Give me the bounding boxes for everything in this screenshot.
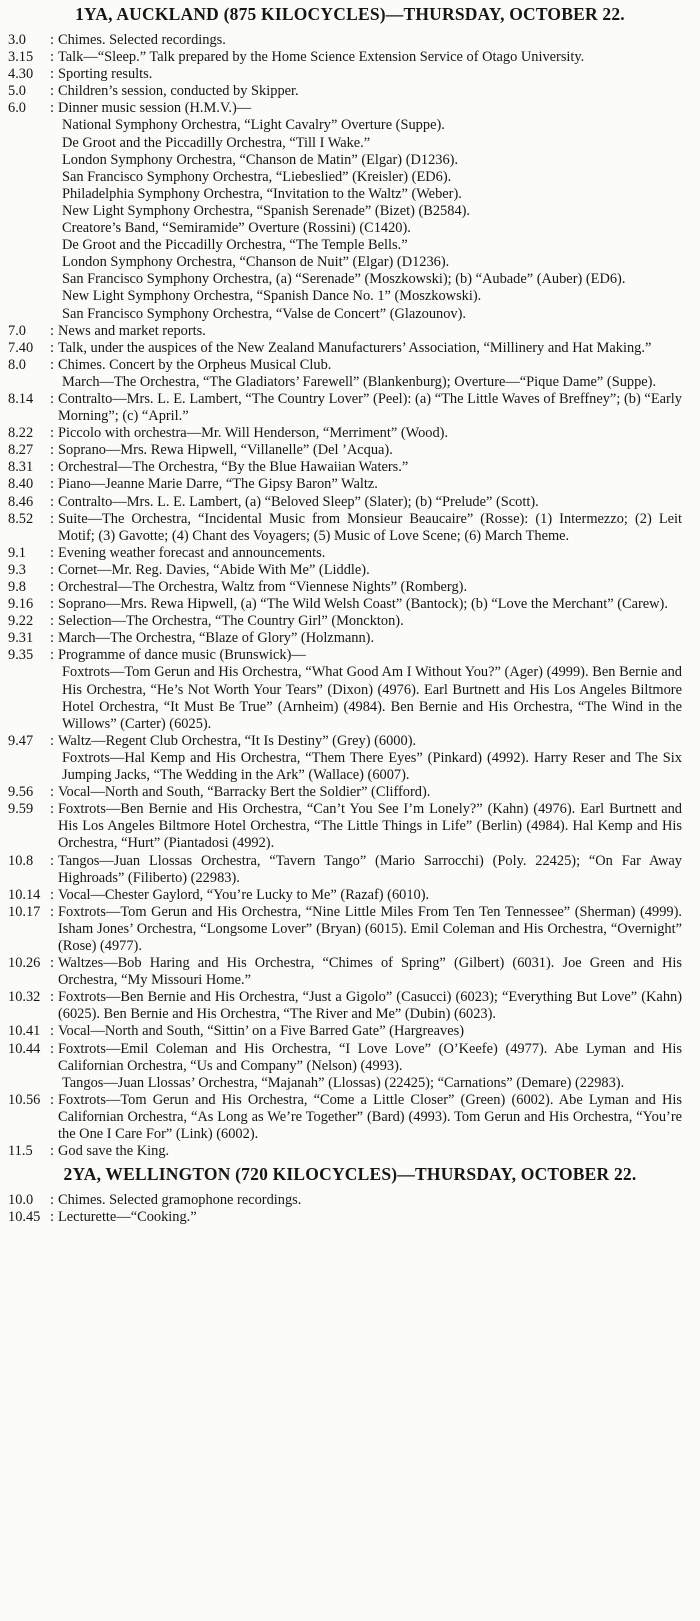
entry-body xyxy=(58,801,682,852)
entry-time: 9.3 xyxy=(8,561,26,578)
programme-entry xyxy=(0,596,700,613)
programme-entry xyxy=(0,853,700,887)
station-heading-auckland: 1YA, AUCKLAND (875 KILOCYCLES)—THURSDAY, OCTOBER 22. xyxy=(75,4,625,24)
entry-text: Selection—The Orchestra, “The Country Girl” (Monckton). xyxy=(58,613,404,630)
programme-entry xyxy=(0,511,700,545)
programme-entry xyxy=(0,49,700,66)
time-separator: : xyxy=(50,1040,54,1057)
entry-text: Contralto—Mrs. L. E. Lambert, (a) “Beloved Sleep” (Slater); (b) “Prelude” (Scott). xyxy=(58,493,539,510)
entry-time: 9.47 xyxy=(8,732,34,749)
entry-time: 10.44 xyxy=(8,1040,41,1057)
entry-body xyxy=(58,630,682,647)
entry-text: Soprano—Mrs. Rewa Hipwell, “Villanelle” (Del ’Acqua). xyxy=(58,442,393,459)
entry-text: Contralto—Mrs. L. E. Lambert, “The Country Lover” (Peel): (a) “The Little Waves of Breffney”; (b) “Early Morning”; (c) “April.” xyxy=(58,390,682,425)
entry-time: 9.22 xyxy=(8,613,34,630)
entry-subitems: March—The Orchestra, “The Gladiators’ Farewell” (Blankenburg); Overture—“Pique Dame” (Suppe). xyxy=(62,373,657,390)
entry-time: 3.0 xyxy=(8,32,26,48)
entry-text: Foxtrots—Ben Bernie and His Orchestra, “Just a Gigolo” (Casucci) (6023); “Everything But Love” (Kahn) (6025). Ben Bernie and His Orchestra, “The River and Me” (Dubin) (6023). xyxy=(58,989,682,1023)
station-heading-wellington: 2YA, WELLINGTON (720 KILOCYCLES)—THURSDAY, OCTOBER 22. xyxy=(63,1164,637,1185)
entry-text: Soprano—Mrs. Rewa Hipwell, (a) “The Wild Welsh Coast” (Bantock); (b) “Love the Merchant” (Carew). xyxy=(58,596,668,613)
time-separator: : xyxy=(50,356,54,373)
entry-time: 8.40 xyxy=(8,476,34,493)
programme-entry xyxy=(0,801,700,852)
programme-entry xyxy=(0,476,700,493)
entry-time: 9.16 xyxy=(8,596,34,613)
entry-body xyxy=(58,83,682,100)
time-separator: : xyxy=(50,903,54,920)
entry-text: News and market reports. xyxy=(58,322,206,339)
entry-text: Dinner music session (H.M.V.)— xyxy=(58,100,252,117)
entry-body xyxy=(58,784,682,801)
time-separator: : xyxy=(50,493,54,510)
entry-time: 7.0 xyxy=(8,322,26,339)
entry-body xyxy=(58,340,682,357)
programme-entry xyxy=(0,1143,700,1160)
entry-subitems: Tangos—Juan Llossas’ Orchestra, “Majanah” (Llossas) (22425); “Carnations” (Demare) (22983). xyxy=(62,1074,625,1091)
entry-time: 6.0 xyxy=(8,100,26,117)
programme-entry xyxy=(0,100,700,322)
entry-text: Suite—The Orchestra, “Incidental Music from Monsieur Beaucaire” (Rosse): (1) Intermezzo; (2) Leit Motif; (3) Gavotte; (4) Chant des Voyagers; (5) Music of Love Scene; (6) March Theme. xyxy=(58,510,682,544)
programme-entry xyxy=(0,647,700,732)
entry-text: God save the King. xyxy=(58,1143,170,1160)
programme-entry xyxy=(0,630,700,647)
entry-time: 8.52 xyxy=(8,510,34,527)
entry-body xyxy=(58,49,682,66)
programme-entry xyxy=(0,562,700,579)
time-separator: : xyxy=(50,647,54,664)
time-separator: : xyxy=(50,886,54,903)
entry-text: Orchestral—The Orchestra, “By the Blue Hawaiian Waters.” xyxy=(58,459,409,476)
time-separator: : xyxy=(50,596,54,613)
programme-list-auckland xyxy=(0,32,700,1160)
entry-text: Waltzes—Bob Haring and His Orchestra, “Chimes of Spring” (Gilbert) (6031). Joe Green and His Orchestra, “My Missouri Home.” xyxy=(58,955,682,989)
time-separator: : xyxy=(50,425,54,442)
time-separator: : xyxy=(50,442,54,459)
entry-body xyxy=(58,853,682,887)
entry-text: Foxtrots—Ben Bernie and His Orchestra, “Can’t You See I’m Lonely?” (Kahn) (4976). Earl Burtnett and His Los Angeles Biltmore Hotel Orchestra, “The Little Things in Life” (Berlin) (4984). Hal Kemp and His Orchestra, “Hurt” (Piantadosi (4992). xyxy=(58,801,682,852)
programme-entry xyxy=(0,784,700,801)
time-separator: : xyxy=(50,613,54,630)
entry-time: 9.59 xyxy=(8,801,34,818)
entry-subitems: National Symphony Orchestra, “Light Cavalry” Overture (Suppe). De Groot and the Piccadilly Orchestra, “Till I Wake.” London Symphony Orchestra, “Chanson de Matin” (Elgar) (D1236). San Francisco Symphony Orchestra, “Liebeslied” (Kreisler) (ED6). Philadelphia Symphony Orchestra, “Invitation to the Waltz” (Weber). New Light Symphony Orchestra, “Spanish Serenade” (Bizet) (B2584). Creatore’s Band, “Semiramide” Overture (Rossini) (C1420). De Groot and the Piccadilly Orchestra, “The Temple Bells.” London Symphony Orchestra, “Chanson de Nuit” (Elgar) (D1236). San Francisco Symphony Orchestra, (a) “Serenade” (Moszkowski); (b) “Aubade” (Auber) (ED6). New Light Symphony Orchestra, “Spanish Dance No. 1” (Moszkowski). San Francisco Symphony Orchestra, “Valse de Concert” (Glazounov). xyxy=(62,117,626,322)
entry-body xyxy=(58,511,682,545)
entry-body xyxy=(58,1092,682,1143)
entry-text: Foxtrots—Emil Coleman and His Orchestra, “I Love Love” (O’Keefe) (4977). Abe Lyman and His Californian Orchestra, “Us and Company” (Nelson) (4993). xyxy=(58,1040,682,1074)
time-separator: : xyxy=(50,339,54,356)
entry-time: 8.0 xyxy=(8,356,26,373)
entry-subitems: Foxtrots—Hal Kemp and His Orchestra, “Them There Eyes” (Pinkard) (4992). Harry Reser and The Six Jumping Jacks, “The Wedding in the Ark” (Wallace) (6007). xyxy=(62,749,682,784)
programme-entry xyxy=(0,545,700,562)
time-separator: : xyxy=(50,83,54,100)
entry-body xyxy=(58,955,682,989)
programme-entry xyxy=(0,989,700,1023)
time-separator: : xyxy=(50,732,54,749)
entry-time: 8.27 xyxy=(8,442,34,459)
entry-time: 9.8 xyxy=(8,579,26,595)
time-separator: : xyxy=(50,100,54,117)
entry-text: Sporting results. xyxy=(58,66,153,83)
entry-text: Talk, under the auspices of the New Zealand Manufacturers’ Association, “Millinery and Hat Making.” xyxy=(58,339,652,356)
time-separator: : xyxy=(50,1143,54,1160)
programme-entry xyxy=(0,904,700,955)
entry-text: Chimes. Selected recordings. xyxy=(58,32,226,48)
programme-entry xyxy=(0,579,700,596)
entry-text: Chimes. Selected gramophone recordings. xyxy=(58,1192,302,1209)
entry-body xyxy=(58,323,682,340)
time-separator: : xyxy=(50,544,54,561)
entry-body xyxy=(58,904,682,955)
time-separator: : xyxy=(50,579,54,595)
entry-body xyxy=(58,887,682,904)
programme-entry xyxy=(0,425,700,442)
entry-time: 8.22 xyxy=(8,425,34,442)
time-separator: : xyxy=(50,1209,54,1226)
entry-time: 10.17 xyxy=(8,903,41,920)
entry-subitems: Foxtrots—Tom Gerun and His Orchestra, “What Good Am I Without You?” (Ager) (4999). Ben Bernie and His Orchestra, “He’s Not Worth Your Tears” (Dixon) (4976). Earl Burtnett and His Los Angeles Biltmore Hotel Orchestra, “It Must Be True” (Arnheim) (4984). Ben Bernie and His Orchestra, “The Wind in the Willows” (Carter) (6025). xyxy=(62,664,682,732)
entry-body xyxy=(58,1209,682,1226)
entry-body xyxy=(58,1143,682,1160)
programme-entry xyxy=(0,1209,700,1226)
time-separator: : xyxy=(50,1023,54,1040)
entry-time: 9.1 xyxy=(8,544,26,561)
entry-text: Foxtrots—Tom Gerun and His Orchestra, “Come a Little Closer” (Green) (6002). Abe Lyman and His Californian Orchestra, “As Long as We’re Together” (Bard) (4993). Tom Gerun and His Orchestra, “You’re the One I Care For” (Link) (6002). xyxy=(58,1091,682,1142)
entry-body xyxy=(58,579,682,596)
entry-text: Lecturette—“Cooking.” xyxy=(58,1209,197,1226)
time-separator: : xyxy=(50,66,54,83)
programme-entry xyxy=(0,1041,700,1092)
entry-body xyxy=(58,357,682,391)
time-separator: : xyxy=(50,390,54,407)
programme-entry xyxy=(0,1023,700,1040)
entry-time: 8.46 xyxy=(8,493,34,510)
entry-time: 10.26 xyxy=(8,955,41,972)
entry-text: Chimes. Concert by the Orpheus Musical Club. xyxy=(58,356,332,373)
entry-time: 10.56 xyxy=(8,1091,41,1108)
entry-body xyxy=(58,613,682,630)
entry-text: Piccolo with orchestra—Mr. Will Henderson, “Merriment” (Wood). xyxy=(58,425,449,442)
programme-entry xyxy=(0,613,700,630)
entry-time: 10.45 xyxy=(8,1209,41,1226)
entry-text: Vocal—North and South, “Barracky Bert the Soldier” (Clifford). xyxy=(58,784,431,801)
time-separator: : xyxy=(50,459,54,476)
entry-text: March—The Orchestra, “Blaze of Glory” (Holzmann). xyxy=(58,630,375,647)
entry-body xyxy=(58,596,682,613)
time-separator: : xyxy=(50,476,54,493)
entry-body xyxy=(58,442,682,459)
time-separator: : xyxy=(50,49,54,66)
entry-text: Vocal—Chester Gaylord, “You’re Lucky to Me” (Razaf) (6010). xyxy=(58,886,430,903)
entry-body xyxy=(58,100,682,322)
time-separator: : xyxy=(50,322,54,339)
entry-text: Programme of dance music (Brunswick)— xyxy=(58,647,306,664)
programme-entry xyxy=(0,459,700,476)
entry-text: Waltz—Regent Club Orchestra, “It Is Destiny” (Grey) (6000). xyxy=(58,732,417,749)
entry-body xyxy=(58,476,682,493)
time-separator: : xyxy=(50,630,54,647)
time-separator: : xyxy=(50,1091,54,1108)
entry-text: Tangos—Juan Llossas Orchestra, “Tavern Tango” (Mario Sarrocchi) (Poly. 22425); “On Far Away Highroads” (Filiberto) (22983). xyxy=(58,852,682,886)
entry-time: 11.5 xyxy=(8,1143,33,1160)
entry-text: Vocal—North and South, “Sittin’ on a Five Barred Gate” (Hargreaves) xyxy=(58,1023,465,1040)
programme-entry xyxy=(0,1092,700,1143)
entry-body xyxy=(58,391,682,425)
entry-body xyxy=(58,32,682,49)
entry-text: Orchestral—The Orchestra, Waltz from “Viennese Nights” (Romberg). xyxy=(58,579,468,595)
entry-body xyxy=(58,494,682,511)
time-separator: : xyxy=(50,784,54,801)
programme-entry xyxy=(0,357,700,391)
programme-entry xyxy=(0,955,700,989)
entry-body xyxy=(58,989,682,1023)
entry-body xyxy=(58,647,682,732)
time-separator: : xyxy=(50,32,54,48)
time-separator: : xyxy=(50,989,54,1006)
entry-body xyxy=(58,1192,682,1209)
time-separator: : xyxy=(50,510,54,527)
time-separator: : xyxy=(50,801,54,818)
programme-entry xyxy=(0,442,700,459)
entry-body xyxy=(58,459,682,476)
programme-entry xyxy=(0,733,700,784)
entry-time: 10.14 xyxy=(8,886,41,903)
entry-time: 5.0 xyxy=(8,83,26,100)
time-separator: : xyxy=(50,1192,54,1209)
entry-body xyxy=(58,66,682,83)
programme-entry xyxy=(0,1192,700,1209)
entry-body xyxy=(58,1023,682,1040)
time-separator: : xyxy=(50,955,54,972)
entry-time: 4.30 xyxy=(8,66,34,83)
entry-time: 9.35 xyxy=(8,647,34,664)
programme-entry xyxy=(0,887,700,904)
entry-text: Cornet—Mr. Reg. Davies, “Abide With Me” (Liddle). xyxy=(58,561,370,578)
programme-entry xyxy=(0,32,700,49)
entry-time: 10.0 xyxy=(8,1192,34,1209)
entry-time: 8.14 xyxy=(8,390,34,407)
entry-body xyxy=(58,545,682,562)
entry-text: Children’s session, conducted by Skipper. xyxy=(58,83,299,100)
programme-entry xyxy=(0,340,700,357)
entry-text: Foxtrots—Tom Gerun and His Orchestra, “Nine Little Miles From Ten Ten Tennessee” (Sherman) (4999). Isham Jones’ Orchestra, “Longsome Lover” (Bryan) (6015). Emil Coleman and His Orchestra, “Overnight” (Rose) (4977). xyxy=(58,903,682,954)
entry-body xyxy=(58,562,682,579)
entry-text: Evening weather forecast and announcements. xyxy=(58,544,326,561)
entry-time: 3.15 xyxy=(8,49,34,66)
entry-time: 8.31 xyxy=(8,459,34,476)
entry-time: 10.8 xyxy=(8,852,34,869)
time-separator: : xyxy=(50,852,54,869)
time-separator: : xyxy=(50,561,54,578)
entry-time: 9.56 xyxy=(8,784,34,801)
programme-entry xyxy=(0,66,700,83)
programme-entry xyxy=(0,391,700,425)
entry-text: Piano—Jeanne Marie Darre, “The Gipsy Baron” Waltz. xyxy=(58,476,378,493)
entry-time: 10.41 xyxy=(8,1023,41,1040)
entry-text: Talk—“Sleep.” Talk prepared by the Home Science Extension Service of Otago University. xyxy=(58,49,585,66)
entry-body xyxy=(58,425,682,442)
programme-list-wellington xyxy=(0,1192,700,1226)
entry-time: 7.40 xyxy=(8,339,34,356)
entry-time: 10.32 xyxy=(8,989,41,1006)
entry-time: 9.31 xyxy=(8,630,34,647)
entry-body xyxy=(58,733,682,784)
programme-entry xyxy=(0,323,700,340)
programme-entry xyxy=(0,494,700,511)
entry-body xyxy=(58,1041,682,1092)
programme-entry xyxy=(0,83,700,100)
